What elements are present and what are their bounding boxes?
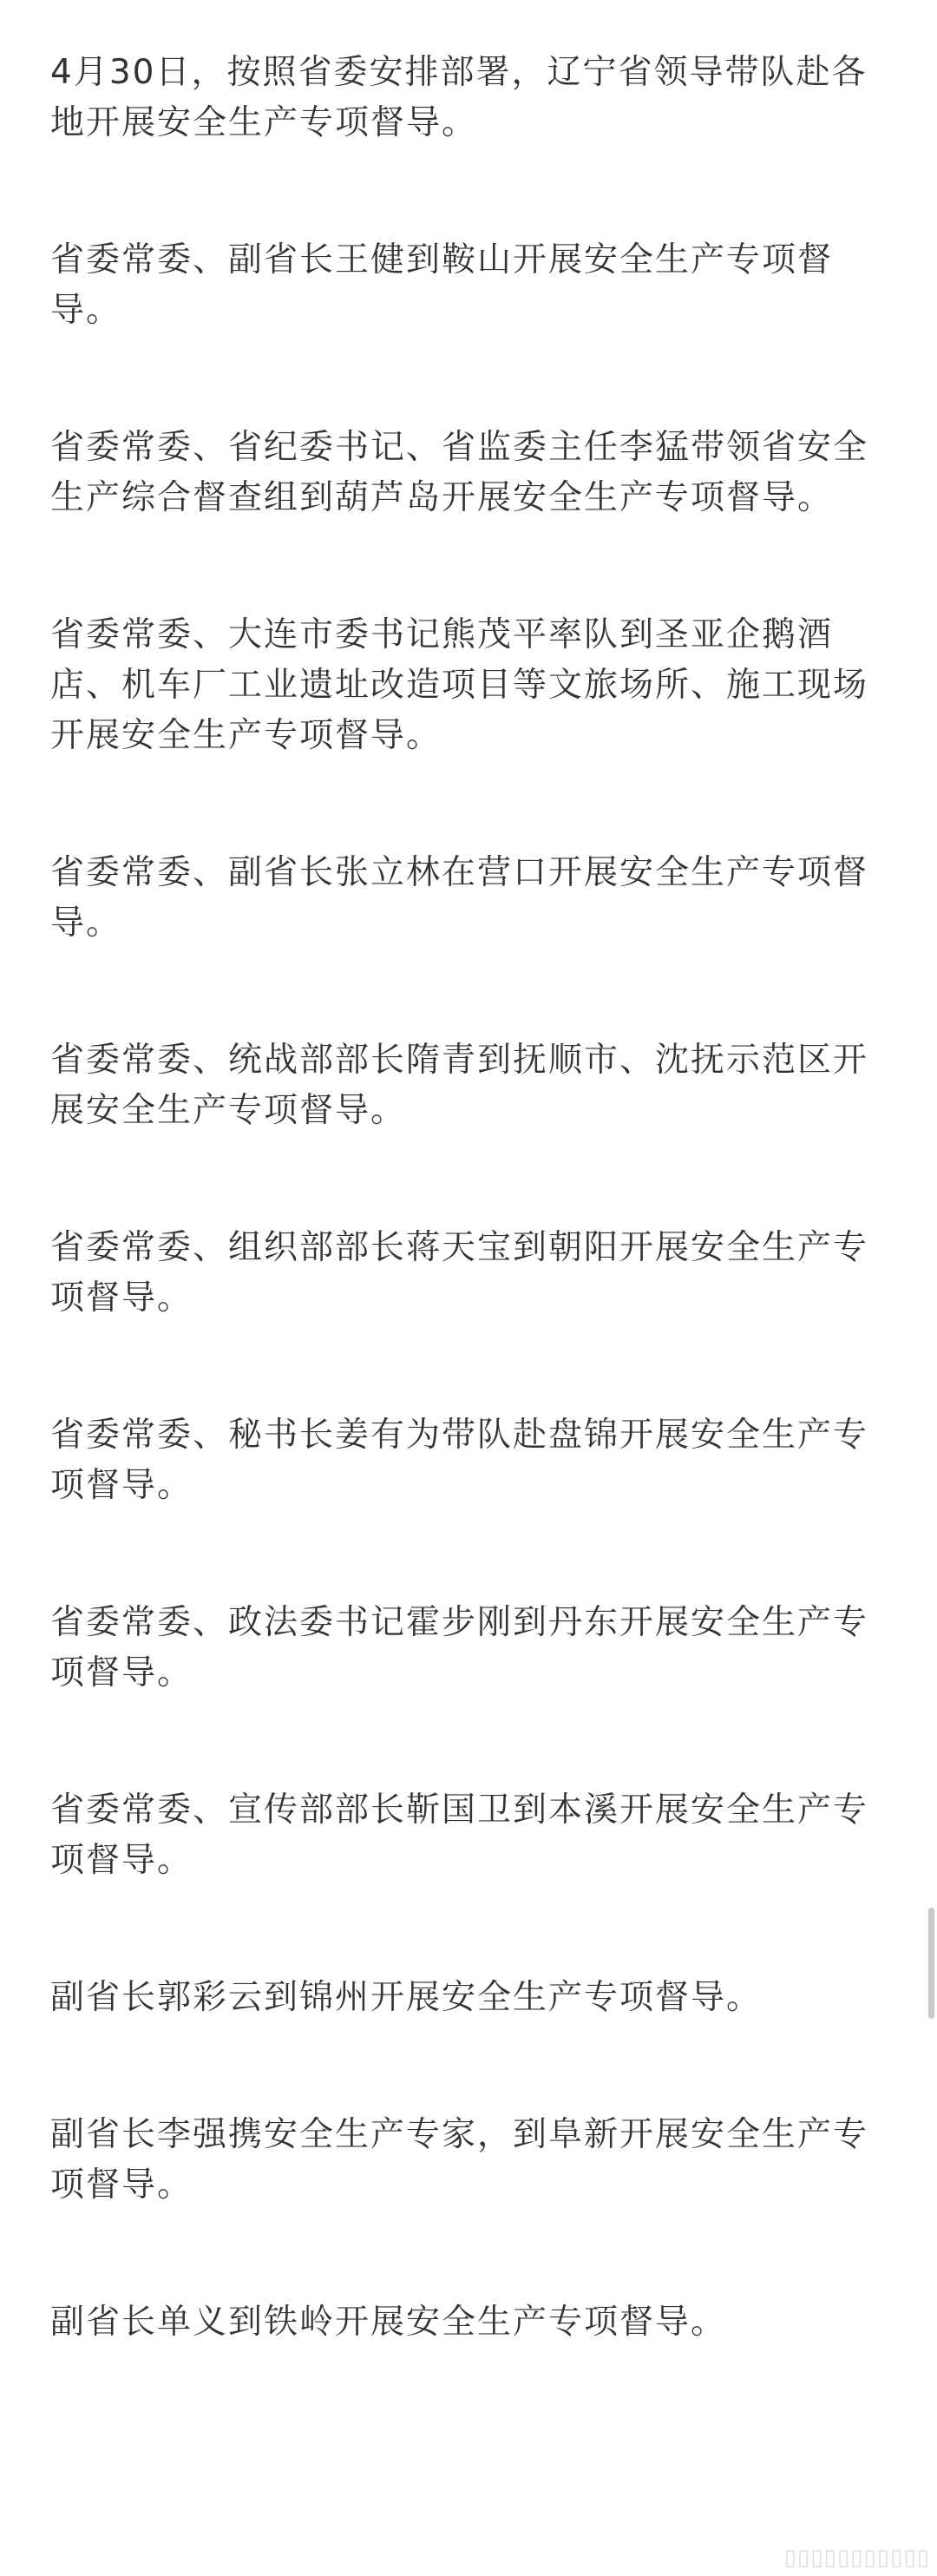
paragraph-zhang-lilin: 省委常委、副省长张立林在营口开展安全生产专项督导。 [50, 853, 869, 943]
paragraph-xiong-maoping: 省委常委、大连市委书记熊茂平率队到圣亚企鹅酒店、机车厂工业遗址改造项目等文旅场所、施工现场开展安全生产专项督导。 [50, 615, 869, 755]
scrollbar-thumb[interactable] [928, 1908, 934, 2019]
paragraph-sui-qing: 省委常委、统战部部长隋青到抚顺市、沈抚示范区开展安全生产专项督导。 [50, 1041, 869, 1130]
paragraph-jin-guowei: 省委常委、宣传部部长靳国卫到本溪开展安全生产专项督导。 [50, 1791, 869, 1880]
paragraph-li-meng: 省委常委、省纪委书记、省监委主任李猛带领省安全生产综合督查组到葫芦岛开展安全生产专项督导。 [50, 428, 869, 517]
paragraph-guo-caiyun: 副省长郭彩云到锦州开展安全生产专项督导。 [50, 1978, 763, 2017]
paragraph-shan-yi: 副省长单义到铁岭开展安全生产专项督导。 [50, 2303, 727, 2342]
paragraph-intro: 4月30日，按照省委安排部署，辽宁省领导带队赴各地开展安全生产专项督导。 [50, 53, 868, 142]
watermark: ▯▯▯▯▯▯▯▯▯▯▯ [783, 2545, 930, 2571]
paragraph-wang-jian: 省委常委、副省长王健到鞍山开展安全生产专项督导。 [50, 240, 834, 330]
paragraph-jiang-tianbao: 省委常委、组织部部长蒋天宝到朝阳开展安全生产专项督导。 [50, 1228, 869, 1318]
paragraph-li-qiang: 副省长李强携安全生产专家，到阜新开展安全生产专项督导。 [50, 2115, 869, 2205]
article-body [50, 48, 892, 2435]
paragraph-jiang-youwei: 省委常委、秘书长姜有为带队赴盘锦开展安全生产专项督导。 [50, 1416, 869, 1505]
paragraph-huo-bugang: 省委常委、政法委书记霍步刚到丹东开展安全生产专项督导。 [50, 1603, 869, 1692]
